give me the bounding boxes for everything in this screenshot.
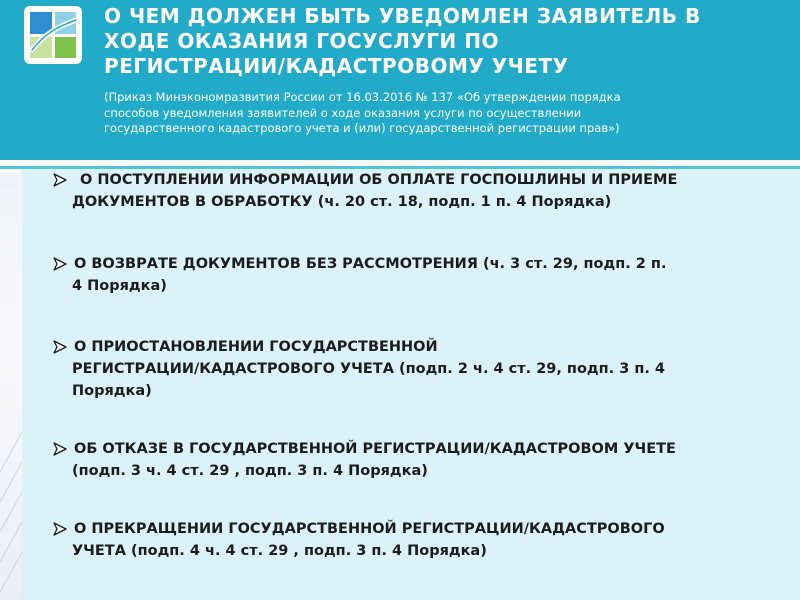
subtitle-line: способов уведомления заявителей о ходе оказания услуги по осуществлении — [104, 105, 582, 120]
subtitle-line: (Приказ Минэкономразвития России от 16.03.2016 № 137 «Об утверждении порядка — [104, 90, 621, 104]
content-panel — [22, 169, 800, 600]
list-item-line: О ВОЗВРАТЕ ДОКУМЕНТОВ БЕЗ РАССМОТРЕНИЯ (ч. 3 ст. 29, подп. 2 п. — [74, 256, 667, 272]
list-item — [52, 253, 800, 297]
title-line: ХОДЕ ОКАЗАНИЯ ГОСУСЛУГИ ПО — [104, 29, 499, 53]
slide-subtitle — [104, 90, 784, 137]
decorative-left-strip — [0, 172, 22, 600]
list-item — [52, 438, 800, 482]
arrowhead-bullet-icon — [52, 339, 68, 355]
subtitle-line: государственного кадастрового учета и (или) государственной регистрации прав») — [104, 121, 620, 135]
list-item-line: О ПРЕКРАЩЕНИИ ГОСУДАРСТВЕННОЙ РЕГИСТРАЦИИ/КАДАСТРОВОГО — [74, 521, 665, 537]
list-item-line: (подп. 3 ч. 4 ст. 29 , подп. 3 п. 4 Порядка) — [72, 463, 428, 479]
list-item-line: РЕГИСТРАЦИИ/КАДАСТРОВОГО УЧЕТА (подп. 2 ч. 4 ст. 29, подп. 3 п. 4 — [72, 361, 665, 377]
arrowhead-bullet-icon — [52, 256, 68, 272]
list-item-line: УЧЕТА (подп. 4 ч. 4 ст. 29 , подп. 3 п. 4 Порядка) — [72, 543, 487, 559]
list-item-line: Порядка) — [72, 383, 152, 399]
arrowhead-bullet-icon — [52, 441, 68, 457]
arrowhead-bullet-icon — [52, 172, 68, 188]
title-line: РЕГИСТРАЦИИ/КАДАСТРОВОМУ УЧЕТУ — [104, 54, 569, 78]
list-item — [52, 169, 800, 213]
list-item — [52, 336, 800, 402]
rosreestr-logo-icon — [22, 4, 84, 66]
list-item-line: О ПОСТУПЛЕНИИ ИНФОРМАЦИИ ОБ ОПЛАТЕ ГОСПОШЛИНЫ И ПРИЕМЕ — [80, 172, 678, 188]
decorative-pattern — [0, 172, 22, 600]
list-item — [52, 518, 800, 562]
list-item-line: О ПРИОСТАНОВЛЕНИИ ГОСУДАРСТВЕННОЙ — [74, 339, 438, 355]
arrowhead-bullet-icon — [52, 521, 68, 537]
slide-title — [104, 4, 784, 79]
title-line: О ЧЕМ ДОЛЖЕН БЫТЬ УВЕДОМЛЕН ЗАЯВИТЕЛЬ В — [104, 4, 701, 28]
list-item-line: 4 Порядка) — [72, 278, 167, 294]
list-item-line: ОБ ОТКАЗЕ В ГОСУДАРСТВЕННОЙ РЕГИСТРАЦИИ/КАДАСТРОВОМ УЧЕТЕ — [74, 441, 676, 457]
list-item-line: ДОКУМЕНТОВ В ОБРАБОТКУ (ч. 20 ст. 18, подп. 1 п. 4 Порядка) — [72, 194, 612, 210]
slide-header — [0, 0, 800, 160]
